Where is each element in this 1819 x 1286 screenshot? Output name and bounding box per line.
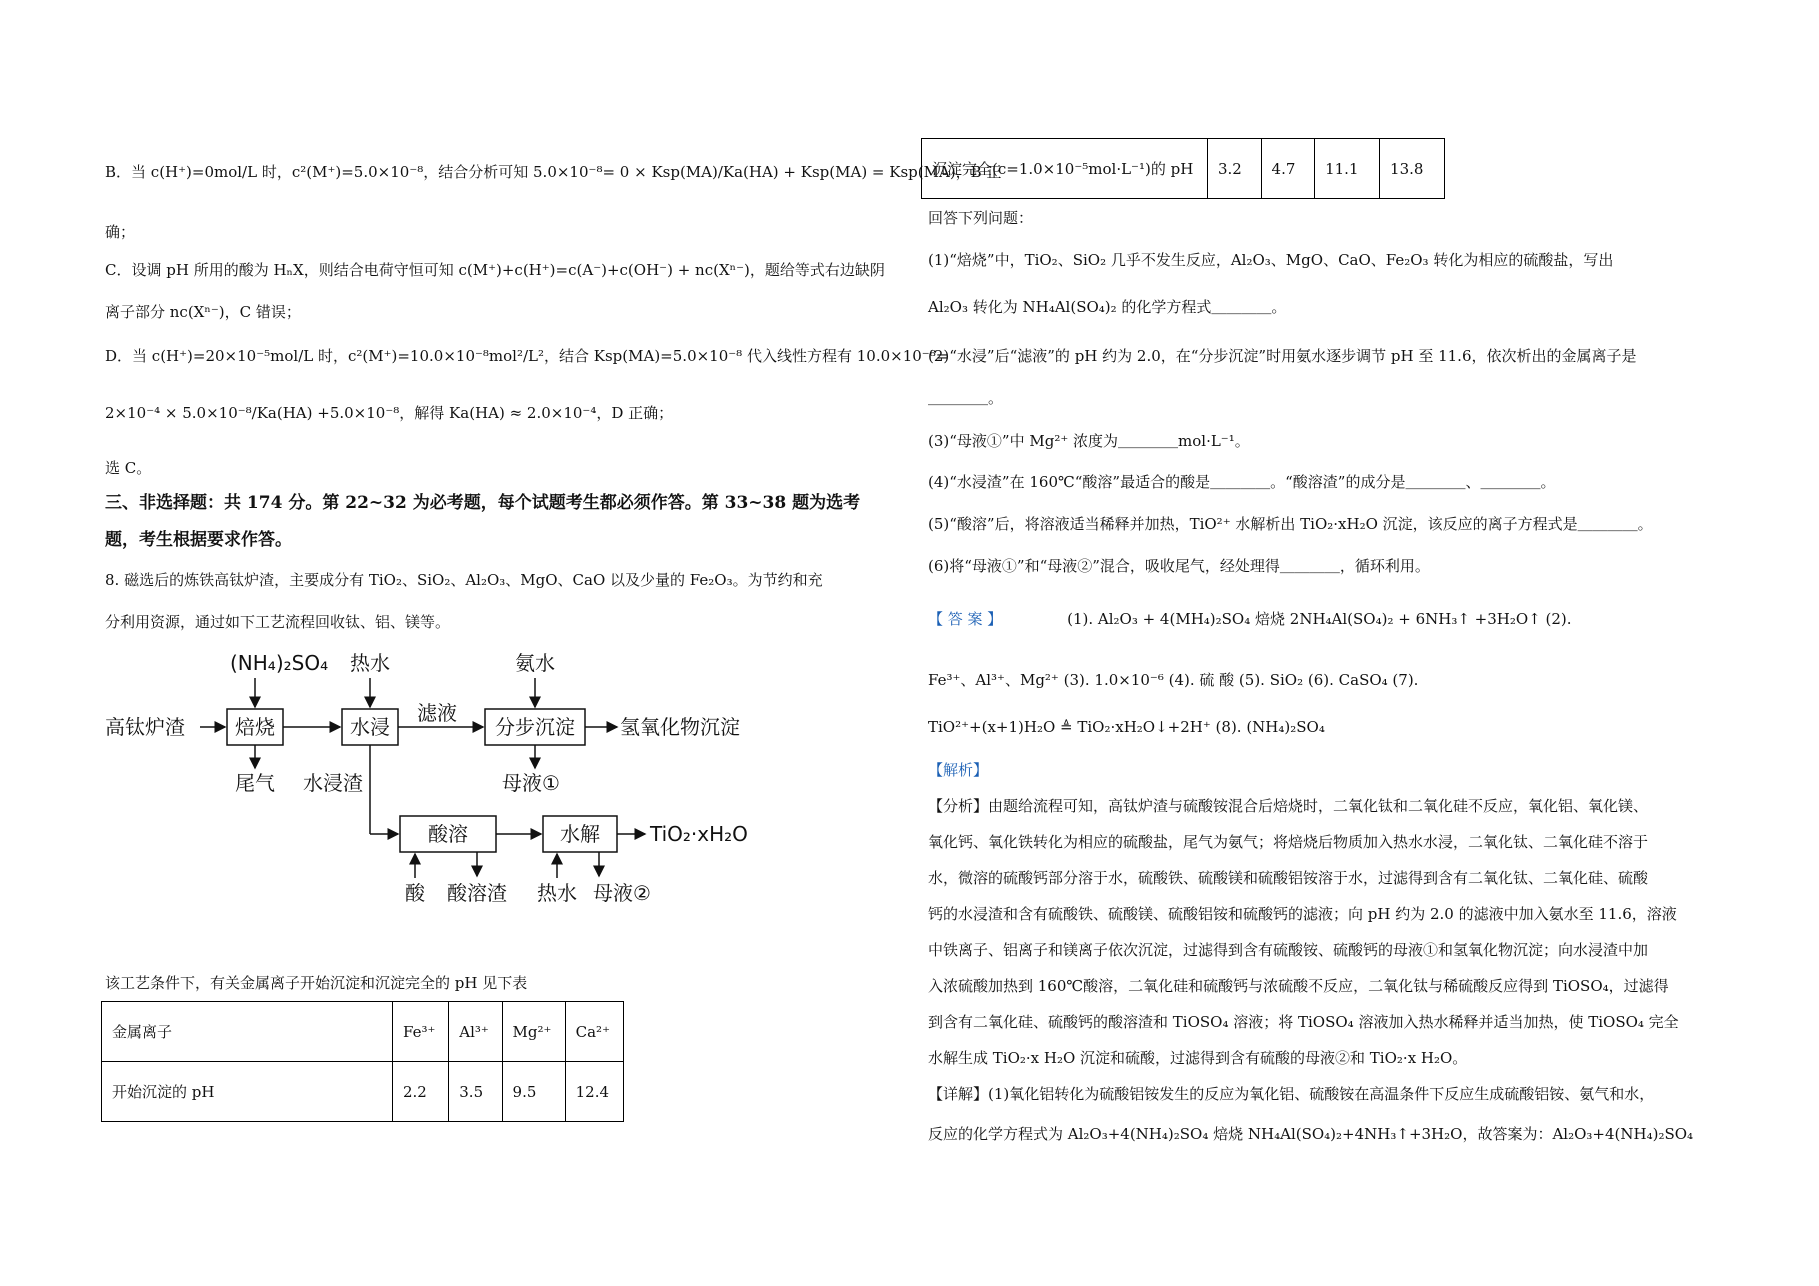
question-4: (4)“水浸渣”在 160℃“酸溶”最适合的酸是＿＿＿＿。“酸溶渣”的成分是＿＿＿＿、＿＿＿＿。 [928, 473, 1556, 491]
answer-label: 【 答 案 】 [928, 610, 1003, 628]
table-header-al: Al³⁺ [449, 1002, 502, 1062]
question-5: (5)“酸溶”后，将溶液适当稀释并加热，TiO²⁺ 水解析出 TiO₂·xH₂O 沉淀，该反应的离子方程式是＿＿＿＿。 [928, 515, 1653, 533]
table-row1-fe: 2.2 [393, 1062, 449, 1122]
option-b-line: B．当 c(H⁺)=0mol/L 时，c²(M⁺)=5.0×10⁻⁸，结合分析可知 5.0×10⁻⁸= 0 × Ksp(MA)/Ka(HA) + Ksp(MA) = Ksp(MA)，B 正 [105, 163, 1002, 181]
table-intro: 该工艺条件下，有关金属离子开始沉淀和沉淀完全的 pH 见下表 [105, 974, 528, 992]
analysis-line-1: 【分析】由题给流程可知，高钛炉渣与硫酸铵混合后焙烧时，二氧化钛和二氧化硅不反应，氧化铝、氧化镁、 [928, 797, 1649, 815]
diagram-mother-2: 母液② [593, 881, 651, 905]
question-6: (6)将“母液①”和“母液②”混合，吸收尾气，经处理得＿＿＿＿，循环利用。 [928, 557, 1430, 575]
process-flow-diagram [105, 640, 805, 940]
diagram-hydroxide: 氢氧化物沉淀 [620, 715, 740, 739]
question-3: (3)“母液①”中 Mg²⁺ 浓度为＿＿＿＿mol·L⁻¹。 [928, 432, 1250, 450]
table-row1-label: 开始沉淀的 pH [102, 1062, 393, 1122]
table-row2-al: 4.7 [1261, 139, 1315, 199]
diagram-ammonium-sulfate: (NH₄)₂SO₄ [230, 651, 329, 675]
table-header-ion: 金属离子 [102, 1002, 393, 1062]
q8-line2: 分利用资源，通过如下工艺流程回收钛、铝、镁等。 [105, 613, 451, 631]
table-row2-ca: 13.8 [1380, 139, 1445, 199]
diagram-leach-residue: 水浸渣 [303, 771, 363, 795]
ph-table-part1 [101, 1001, 624, 1122]
diagram-hydrolysis: 水解 [560, 822, 600, 846]
question-2-cont: ＿＿＿＿。 [928, 389, 1004, 407]
diagram-water-leach: 水浸 [350, 715, 390, 739]
option-d-cont: 2×10⁻⁴ × 5.0×10⁻⁸/Ka(HA) +5.0×10⁻⁸，解得 Ka(HA) ≈ 2.0×10⁻⁴，D 正确； [105, 404, 674, 422]
answer-row-1 [928, 609, 1572, 629]
table-row1-mg: 9.5 [502, 1062, 565, 1122]
diagram-step-precip: 分步沉淀 [495, 715, 575, 739]
question-1-cont: Al₂O₃ 转化为 NH₄Al(SO₄)₂ 的化学方程式＿＿＿＿。 [928, 298, 1287, 316]
ph-table-part2 [921, 138, 1445, 199]
diagram-hot-water-2: 热水 [537, 881, 577, 905]
analysis-line-7: 到含有二氧化硅、硫酸钙的酸溶渣和 TiOSO₄ 溶液；将 TiOSO₄ 溶液加入热水稀释并适当加热，使 TiOSO₄ 完全 [928, 1013, 1679, 1031]
diagram-filtrate: 滤液 [417, 701, 457, 725]
table-header-mg: Mg²⁺ [502, 1002, 565, 1062]
analysis-line-3: 水，微溶的硫酸钙部分溶于水，硫酸铁、硫酸镁和硫酸铝铵溶于水，过滤得到含有二氧化钛、二氧化硅、硫酸 [928, 869, 1649, 887]
choice-line: 选 C。 [105, 459, 152, 477]
table-row1-al: 3.5 [449, 1062, 502, 1122]
q8-line1: 8. 磁选后的炼铁高钛炉渣，主要成分有 TiO₂、SiO₂、Al₂O₃、MgO、CaO 以及少量的 Fe₂O₃。为节约和充 [105, 571, 823, 589]
diagram-slag: 高钛炉渣 [105, 715, 185, 739]
section-title-1: 三、非选择题：共 174 分。第 22~32 为必考题，每个试题考生都必须作答。第 33~38 题为选考 [105, 493, 861, 513]
analysis-line-2: 氧化钙、氧化铁转化为相应的硫酸盐，尾气为氨气；将焙烧后物质加入热水水浸，二氧化钛、二氧化硅不溶于 [928, 833, 1649, 851]
diagram-mother-1: 母液① [502, 771, 560, 795]
option-b-cont: 确； [105, 223, 136, 241]
analysis-label: 【解析】 [928, 761, 989, 779]
diagram-roast: 焙烧 [235, 715, 275, 739]
question-2: (2)“水浸”后“滤液”的 pH 约为 2.0，在“分步沉淀”时用氨水逐步调节 pH 至 11.6，依次析出的金属离子是 [928, 347, 1637, 365]
table-row2-mg: 11.1 [1315, 139, 1380, 199]
diagram-acid-residue: 酸溶渣 [447, 881, 507, 905]
table-row2-fe: 3.2 [1208, 139, 1262, 199]
section-title-2: 题，考生根据要求作答。 [105, 530, 292, 550]
detail-line-1: 【详解】(1)氧化铝转化为硫酸铝铵发生的反应为氧化铝、硫酸铵在高温条件下反应生成硫酸铝铵、氨气和水， [928, 1085, 1655, 1103]
option-c-line: C．设调 pH 所用的酸为 HₙX，则结合电荷守恒可知 c(M⁺)+c(H⁺)=c(A⁻)+c(OH⁻) + nc(Xⁿ⁻)，题给等式右边缺阴 [105, 261, 885, 279]
diagram-acid: 酸 [405, 881, 425, 905]
answer-line-2: Fe³⁺、Al³⁺、Mg²⁺ (3). 1.0×10⁻⁶ (4). 硫 酸 (5). SiO₂ (6). CaSO₄ (7). [928, 671, 1419, 689]
table-header-ca: Ca²⁺ [565, 1002, 623, 1062]
diagram-tail-gas: 尾气 [235, 771, 275, 795]
detail-line-2: 反应的化学方程式为 Al₂O₃+4(NH₄)₂SO₄ 焙烧 NH₄Al(SO₄)₂+4NH₃↑+3H₂O，故答案为：Al₂O₃+4(NH₄)₂SO₄ [928, 1125, 1694, 1143]
table-row2-label: 沉淀完全(c=1.0×10⁻⁵mol·L⁻¹)的 pH [922, 139, 1208, 199]
diagram-ammonia-water: 氨水 [515, 651, 555, 675]
table-row1-ca: 12.4 [565, 1062, 623, 1122]
answer-line-1: (1). Al₂O₃ + 4(MH₄)₂SO₄ 焙烧 2NH₄Al(SO₄)₂ + 6NH₃↑ +3H₂O↑ (2). [1067, 610, 1572, 628]
option-c-cont: 离子部分 nc(Xⁿ⁻)，C 错误； [105, 303, 301, 321]
answer-line-3: TiO²⁺+(x+1)H₂O ≜ TiO₂·xH₂O↓+2H⁺ (8). (NH₄)₂SO₄ [928, 718, 1325, 736]
question-1: (1)“焙烧”中，TiO₂、SiO₂ 几乎不发生反应，Al₂O₃、MgO、CaO、Fe₂O₃ 转化为相应的硫酸盐，写出 [928, 251, 1614, 269]
analysis-line-8: 水解生成 TiO₂·x H₂O 沉淀和硫酸，过滤得到含有硫酸的母液②和 TiO₂·x H₂O。 [928, 1049, 1468, 1067]
table-header-fe: Fe³⁺ [393, 1002, 449, 1062]
diagram-product: TiO₂·xH₂O [650, 822, 748, 846]
answer-prompt: 回答下列问题： [928, 209, 1034, 227]
diagram-hot-water-1: 热水 [350, 651, 390, 675]
analysis-line-6: 入浓硫酸加热到 160℃酸溶，二氧化硅和硫酸钙与浓硫酸不反应，二氧化钛与稀硫酸反应得到 TiOSO₄，过滤得 [928, 977, 1669, 995]
option-d-line: D．当 c(H⁺)=20×10⁻⁵mol/L 时，c²(M⁺)=10.0×10⁻⁸mol²/L²，结合 Ksp(MA)=5.0×10⁻⁸ 代入线性方程有 10.0×10⁻⁸= [105, 347, 949, 365]
analysis-line-4: 钙的水浸渣和含有硫酸铁、硫酸镁、硫酸铝铵和硫酸钙的滤液；向 pH 约为 2.0 的滤液中加入氨水至 11.6，溶液 [928, 905, 1677, 923]
diagram-acid-dissolve: 酸溶 [428, 822, 468, 846]
analysis-line-5: 中铁离子、铝离子和镁离子依次沉淀，过滤得到含有硫酸铵、硫酸钙的母液①和氢氧化物沉淀；向水浸渣中加 [928, 941, 1649, 959]
